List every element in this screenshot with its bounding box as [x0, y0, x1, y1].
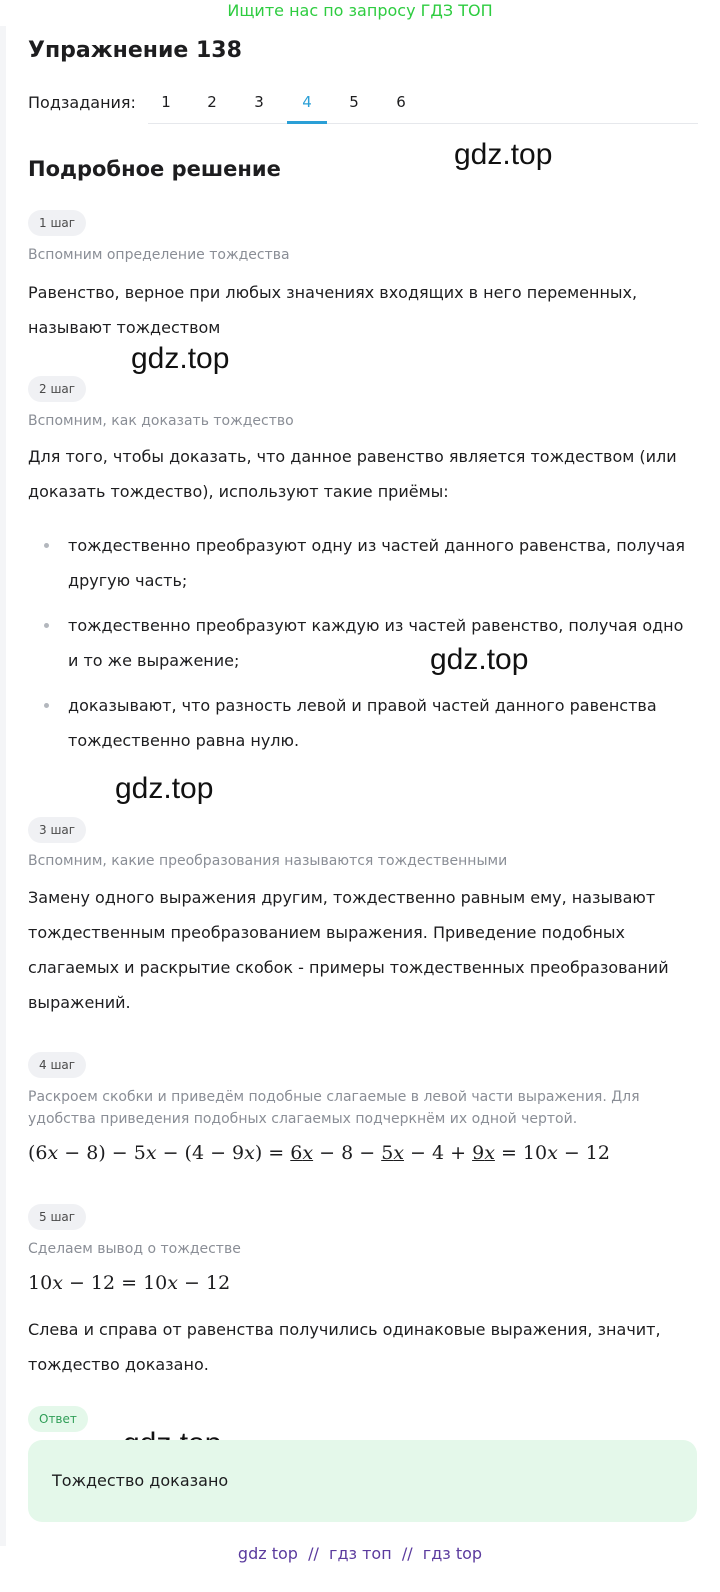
answer-badge: Ответ: [28, 1406, 88, 1432]
step-hint: Сделаем вывод о тождестве: [28, 1241, 241, 1257]
step-hint: Вспомним определение тождества: [28, 247, 290, 263]
list-item-text: тождественно преобразуют одну из частей данного равенства, получая другую часть;: [68, 536, 686, 590]
subtask-tab-1[interactable]: 1: [161, 93, 171, 111]
step-badge: 1 шаг: [28, 210, 86, 236]
step-hint: Вспомним, какие преобразования называются тождественными: [28, 853, 508, 869]
bullet-icon: [44, 543, 49, 548]
answer-box: [28, 1440, 697, 1522]
subtask-tab-5[interactable]: 5: [349, 93, 359, 111]
subtask-tab-6[interactable]: 6: [396, 93, 406, 111]
step-badge: 2 шаг: [28, 376, 86, 402]
step-badge: 5 шаг: [28, 1204, 86, 1230]
active-tab-underline: [287, 121, 327, 124]
footer-links[interactable]: gdz top // гдз топ // гдз top: [237, 1544, 483, 1563]
step-badge: 3 шаг: [28, 817, 86, 843]
exercise-title: Упражнение 138: [28, 38, 242, 63]
step-text: Равенство, верное при любых значениях входящих в него переменных, называют тождеством: [28, 283, 638, 337]
list-item-text: доказывают, что разность левой и правой частей данного равенства тождественно равна нулю.: [68, 696, 657, 750]
subtask-tab-2[interactable]: 2: [207, 93, 217, 111]
step-badge: 4 шаг: [28, 1052, 86, 1078]
step-text: Слева и справа от равенства получились одинаковые выражения, значит, тождество доказано.: [28, 1320, 661, 1374]
math-formula: 10x − 12 = 10x − 12: [28, 1272, 231, 1294]
subtask-tab-4[interactable]: 4: [302, 93, 312, 111]
watermark: gdz.top: [430, 643, 529, 676]
watermark: gdz.top: [131, 342, 230, 375]
subtasks-nav: [28, 88, 698, 124]
step-text: Замену одного выражения другим, тождественно равным ему, называют тождественным преобразованием выражения. Приведение подобных слагаемых и раскрытие скобок - примеры тождественных преобразований выражений.: [28, 888, 669, 1012]
subtasks-label: Подзадания:: [28, 93, 136, 112]
search-banner: Ищите нас по запросу ГДЗ ТОП: [227, 1, 493, 20]
watermark: gdz.top: [115, 772, 214, 805]
subtasks-divider: [148, 123, 698, 124]
step-hint: Вспомним, как доказать тождество: [28, 413, 294, 429]
bullet-icon: [44, 703, 49, 708]
answer-text: Тождество доказано: [52, 1471, 229, 1490]
subtask-tab-3[interactable]: 3: [254, 93, 264, 111]
step-hint: Раскроем скобки и приведём подобные слагаемые в левой части выражения. Для удобства приведения подобных слагаемых подчеркнём их одной чертой.: [28, 1089, 640, 1127]
watermark: gdz.top: [454, 138, 553, 171]
bullet-icon: [44, 623, 49, 628]
list-item-text: тождественно преобразуют каждую из частей равенство, получая одно и то же выражение;: [68, 616, 684, 670]
section-title: Подробное решение: [28, 157, 281, 181]
math-formula: (6x − 8) − 5x − (4 − 9x) = 6x − 8 − 5x − 4 + 9x = 10x − 12: [28, 1142, 610, 1164]
step-text: Для того, чтобы доказать, что данное равенство является тождеством (или доказать тождество), используют такие приёмы:: [28, 447, 677, 501]
